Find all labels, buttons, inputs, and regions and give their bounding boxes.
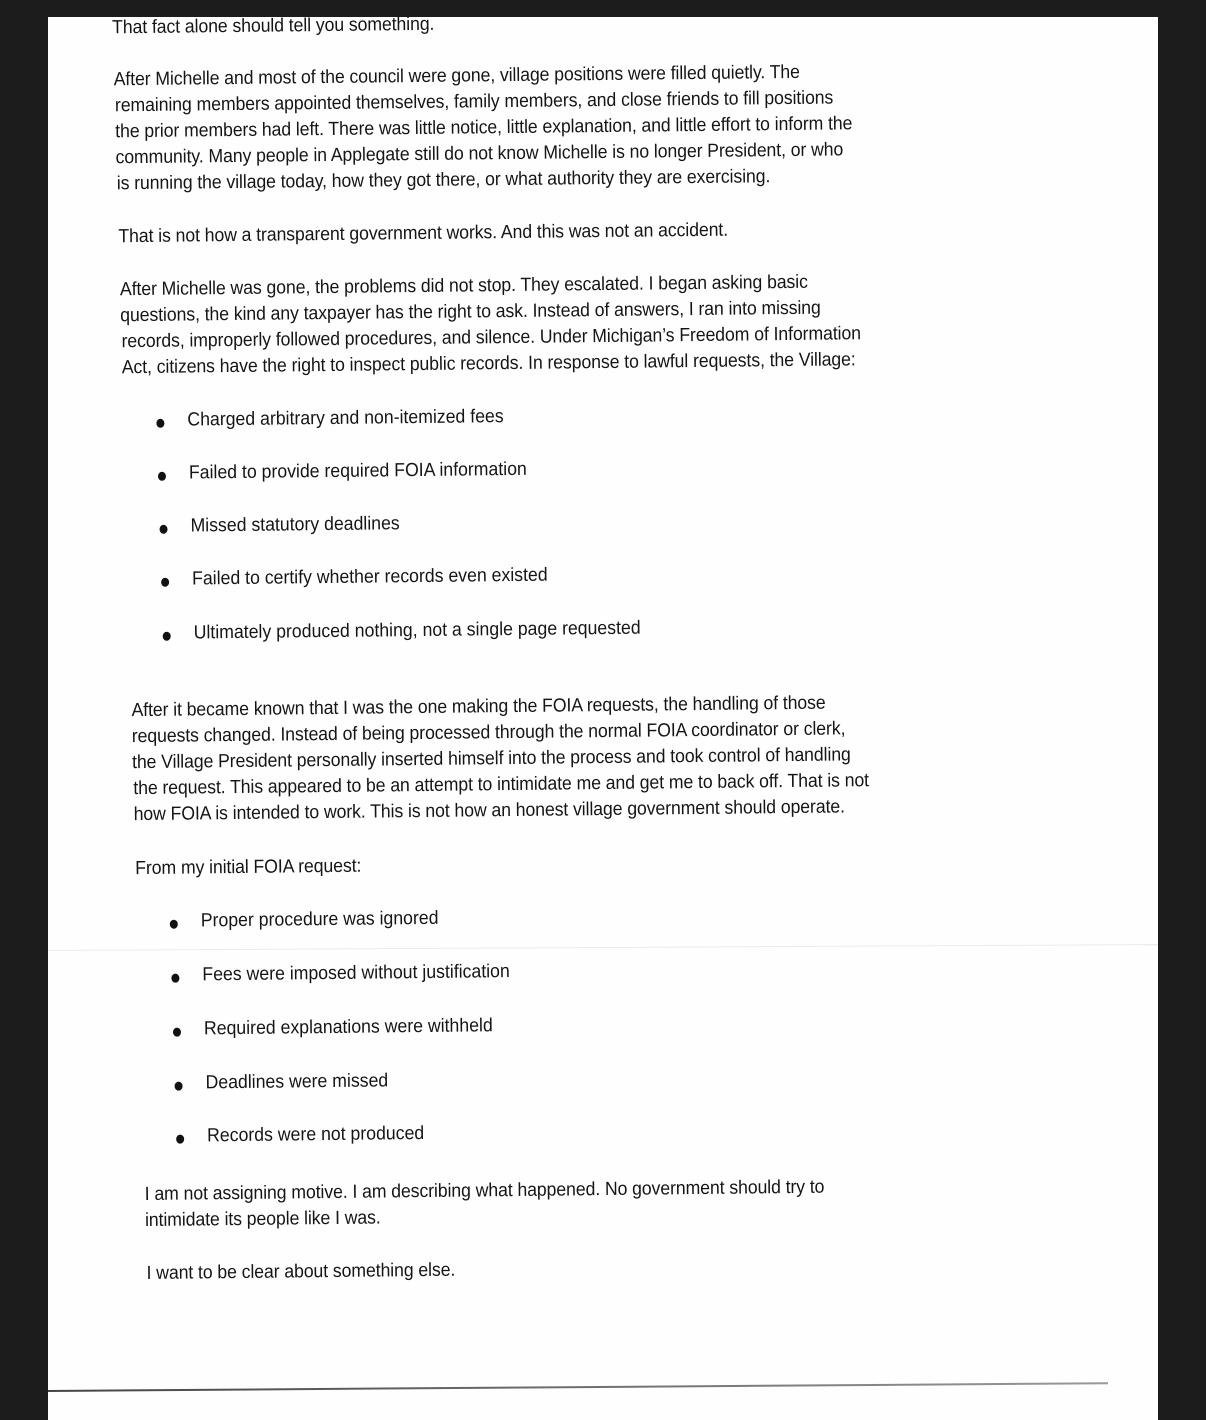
bullet-icon: [160, 525, 168, 534]
paragraph-line: After Michelle and most of the council were gone, village positions were filled quietly. The: [113, 61, 800, 91]
bullet-icon: [163, 632, 171, 641]
paragraph-line: Act, citizens have the right to inspect public records. In response to lawful requests, the Village:: [121, 349, 856, 379]
list-item-text: Failed to provide required FOIA information: [188, 458, 527, 484]
bullet-icon: [158, 472, 166, 481]
paragraph-line: From my initial FOIA request:: [135, 855, 362, 880]
paragraph-line: the request. This appeared to be an attempt to intimidate me and get me to back off. That is not: [133, 770, 870, 800]
paragraph-line: requests changed. Instead of being processed through the normal FOIA coordinator or clerk,: [131, 718, 846, 748]
bullet-icon: [156, 419, 164, 428]
bullet-icon: [161, 578, 169, 587]
list-item-text: Charged arbitrary and non-itemized fees: [187, 406, 504, 431]
paragraph-line: After Michelle was gone, the problems did not stop. They escalated. I began asking basic: [119, 271, 808, 301]
paragraph-line: I am not assigning motive. I am describing what happened. No government should try to: [144, 1176, 825, 1206]
bullet-icon: [175, 1082, 183, 1091]
bullet-icon: [170, 920, 178, 929]
paragraph-line: intimidate its people like I was.: [144, 1207, 381, 1232]
page-content: [48, 5, 1173, 1420]
bullet-icon: [173, 1028, 181, 1037]
paragraph-line: community. Many people in Applegate still do not know Michelle is no longer President, or who: [115, 139, 844, 169]
list-item-text: Missed statutory deadlines: [190, 513, 400, 537]
list-item-text: Failed to certify whether records even existed: [191, 564, 548, 590]
paragraph-line: the Village President personally inserted himself into the process and took control of handling: [131, 744, 851, 774]
list-item-text: Required explanations were withheld: [203, 1015, 493, 1040]
paragraph-line: That fact alone should tell you something.: [112, 13, 435, 39]
paragraph-line: remaining members appointed themselves, family members, and close friends to fill positions: [114, 87, 834, 117]
list-item-text: Records were not produced: [207, 1122, 425, 1147]
paragraph-line: records, improperly followed procedures, and silence. Under Michigan’s Freedom of Information: [121, 323, 862, 353]
paragraph-line: That is not how a transparent government works. And this was not an accident.: [118, 219, 729, 248]
paragraph-line: questions, the kind any taxpayer has the right to ask. Instead of answers, I ran into missing: [120, 297, 821, 327]
paragraph-line: After it became known that I was the one making the FOIA requests, the handling of those: [131, 692, 826, 722]
paragraph-line: is running the village today, how they got there, or what authority they are exercising.: [116, 166, 771, 195]
bullet-icon: [176, 1135, 184, 1144]
paragraph-line: the prior members had left. There was little notice, little explanation, and little effort to inform the: [115, 113, 853, 143]
list-item-text: Proper procedure was ignored: [200, 907, 439, 932]
paragraph-line: how FOIA is intended to work. This is not how an honest village government should operate.: [133, 796, 845, 826]
list-item-text: Ultimately produced nothing, not a single page requested: [193, 617, 641, 644]
bullet-icon: [171, 974, 179, 983]
paragraph-line: I want to be clear about something else.: [146, 1259, 456, 1285]
list-item-text: Deadlines were missed: [205, 1070, 389, 1094]
list-item-text: Fees were imposed without justification: [202, 961, 510, 986]
scanned-page: [48, 13, 1158, 1420]
